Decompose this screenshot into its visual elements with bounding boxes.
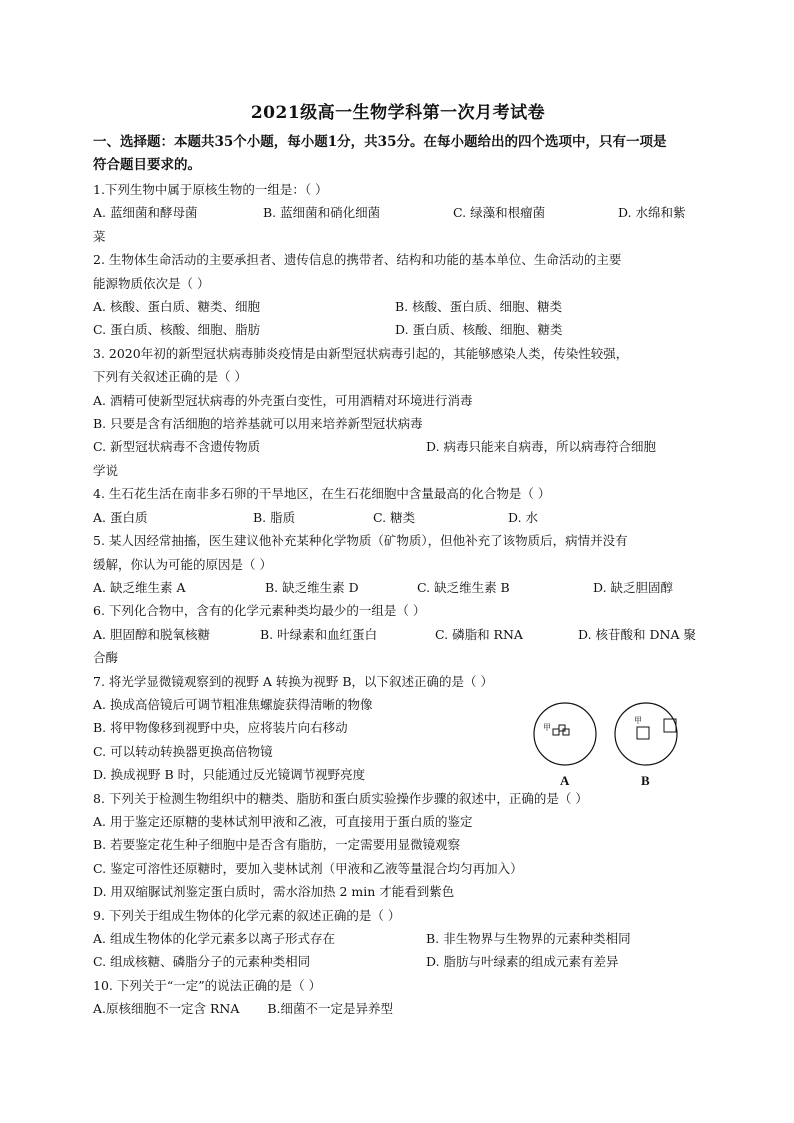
exam-title: 2021级高一生物学科第一次月考试卷 <box>250 103 546 123</box>
question-3-options-row <box>93 435 703 458</box>
question-8 <box>93 787 703 904</box>
field-a-circle <box>534 703 596 765</box>
question-3-stem-line1: 3. 2020年初的新型冠状病毒肺炎疫情是由新型冠状病毒引起的，其能够感染人类，传染性较强， <box>93 345 629 361</box>
question-10-options <box>93 997 703 1020</box>
question-1-options <box>93 201 703 224</box>
field-a-cell-3 <box>563 729 569 735</box>
field-b-label: B <box>641 772 650 788</box>
question-10-stem: 10. 下列关于“一定”的说法正确的是（ ） <box>93 977 322 993</box>
question-7-option-c: C. 可以转动转换器更换高倍物镜 <box>93 743 273 759</box>
question-6-stem: 6. 下列化合物中，含有的化学元素种类均最少的一组是（ ） <box>93 603 426 619</box>
microscope-fields-figure <box>533 694 683 794</box>
field-a-cell-1 <box>553 729 559 735</box>
question-6-option-d: D. 核苷酸和 DNA 聚 <box>578 626 696 642</box>
question-4-stem: 4. 生石花生活在南非多石卵的干旱地区，在生石花细胞中含量最高的化合物是（ ） <box>93 486 551 502</box>
question-8-option-c: C. 鉴定可溶性还原糖时，要加入斐林试剂（甲液和乙液等量混合均匀再加入） <box>93 860 523 876</box>
question-2-option-b: B. 核酸、蛋白质、细胞、糖类 <box>395 299 563 315</box>
question-1-option-d: D. 水绵和紫 <box>618 205 686 221</box>
question-4-options <box>93 506 703 529</box>
question-2-option-a: A. 核酸、蛋白质、糖类、细胞 <box>93 299 260 315</box>
question-3-option-c: C. 新型冠状病毒不含遗传物质 <box>93 439 261 455</box>
question-1-option-d-continued: 菜 <box>93 228 106 244</box>
question-8-option-a: A. 用于鉴定还原糖的斐林试剂甲液和乙液，可直接用于蛋白质的鉴定 <box>93 813 473 829</box>
field-a-label: A <box>560 772 570 788</box>
question-10-option-a: A.原核细胞不一定含 RNA <box>93 1001 240 1017</box>
question-2-option-c: C. 蛋白质、核酸、细胞、脂肪 <box>93 322 261 338</box>
question-3-stem-line2: 下列有关叙述正确的是（ ） <box>93 369 247 385</box>
question-9-option-b: B. 非生物界与生物界的元素种类相同 <box>426 931 631 946</box>
question-5-stem-line2: 缓解，你认为可能的原因是（ ） <box>93 556 272 572</box>
question-9 <box>93 904 703 974</box>
question-2-options-row1 <box>93 295 703 318</box>
question-10 <box>93 974 703 1021</box>
question-3 <box>93 342 703 482</box>
question-6-options <box>93 623 703 646</box>
question-2-stem-line2: 能源物质依次是（ ） <box>93 275 210 291</box>
field-a-cell-2 <box>559 725 565 731</box>
question-9-option-d: D. 脂肪与叶绿素的组成元素有差异 <box>426 954 619 970</box>
question-3-option-d: D. 病毒只能来自病毒，所以病毒符合细胞 <box>426 439 657 455</box>
question-1-option-a: A. 蓝细菌和酵母菌 <box>93 205 198 221</box>
question-6-option-b: B. 叶绿素和血红蛋白 <box>260 626 378 642</box>
question-2-stem-line1: 2. 生物体生命活动的主要承担者、遗传信息的携带者、结构和功能的基本单位、生命活动的主要 <box>93 252 622 268</box>
question-5-stem-line1: 5. 某人因经常抽搐，医生建议他补充某种化学物质（矿物质），但他补充了该物质后，病情并没有 <box>93 533 628 549</box>
question-3-option-a: A. 酒精可使新型冠状病毒的外壳蛋白变性，可用酒精对环境进行消毒 <box>93 392 473 408</box>
field-b-char: 甲 <box>634 715 642 725</box>
section-heading <box>93 131 703 177</box>
exam-page <box>93 98 703 1021</box>
question-7 <box>93 670 703 787</box>
question-8-stem: 8. 下列关于检测生物组织中的糖类、脂肪和蛋白质实验操作步骤的叙述中，正确的是（ ） <box>93 790 588 806</box>
question-9-stem: 9. 下列关于组成生物体的化学元素的叙述正确的是（ ） <box>93 907 401 923</box>
question-2 <box>93 248 703 342</box>
question-5-option-a: A. 缺乏维生素 A <box>93 579 186 595</box>
question-6 <box>93 599 703 669</box>
question-8-option-d: D. 用双缩脲试剂鉴定蛋白质时，需水浴加热 2 min 才能看到紫色 <box>93 884 455 900</box>
question-7-option-a: A. 换成高倍镜后可调节粗准焦螺旋获得清晰的物像 <box>93 696 373 712</box>
question-9-option-a: A. 组成生物体的化学元素多以离子形式存在 <box>93 931 335 946</box>
question-1 <box>93 178 703 248</box>
question-4-option-c: C. 糖类 <box>373 509 416 525</box>
question-4 <box>93 482 703 529</box>
question-3-option-b: B. 只要是含有活细胞的培养基就可以用来培养新型冠状病毒 <box>93 416 423 432</box>
question-4-option-b: B. 脂质 <box>253 509 296 525</box>
question-10-option-b: B.细菌不一定是异养型 <box>267 1001 394 1017</box>
question-5-options <box>93 576 703 599</box>
question-6-option-d-continued: 合酶 <box>93 650 119 666</box>
question-9-options-row1 <box>93 927 703 950</box>
field-b-circle <box>615 703 677 765</box>
question-4-option-a: A. 蛋白质 <box>93 509 148 525</box>
question-1-option-c: C. 绿藻和根瘤菌 <box>453 205 546 221</box>
question-5 <box>93 529 703 599</box>
field-a-char: 甲 <box>543 722 551 732</box>
question-8-option-b: B. 若要鉴定花生种子细胞中是否含有脂肪，一定需要用显微镜观察 <box>93 837 461 853</box>
question-9-options-row2 <box>93 950 703 973</box>
question-2-option-d: D. 蛋白质、核酸、细胞、糖类 <box>395 322 563 338</box>
section-heading-line1: 一、选择题：本题共35个小题，每小题1分，共35分。在每小题给出的四个选项中，只有一项是 <box>93 134 667 150</box>
question-7-stem: 7. 将光学显微镜观察到的视野 A 转换为视野 B，以下叙述正确的是（ ） <box>93 673 494 689</box>
question-5-option-b: B. 缺乏维生素 D <box>265 579 359 595</box>
question-7-option-d: D. 换成视野 B 时，只能通过反光镜调节视野亮度 <box>93 767 366 783</box>
question-2-options-row2 <box>93 318 703 341</box>
question-4-option-d: D. 水 <box>508 509 539 525</box>
question-1-stem: 1.下列生物中属于原核生物的一组是：（ ） <box>93 182 328 197</box>
field-b-cell-1 <box>637 727 649 739</box>
question-3-option-d-continued: 学说 <box>93 462 119 478</box>
question-6-option-a: A. 胆固醇和脱氧核糖 <box>93 626 210 642</box>
question-1-option-b: B. 蓝细菌和硝化细菌 <box>263 205 381 221</box>
question-6-option-c: C. 磷脂和 RNA <box>435 626 523 642</box>
question-7-option-b: B. 将甲物像移到视野中央，应将装片向右移动 <box>93 720 348 736</box>
question-5-option-d: D. 缺乏胆固醇 <box>593 579 674 595</box>
question-5-option-c: C. 缺乏维生素 B <box>417 579 510 595</box>
section-heading-line2: 符合题目要求的。 <box>93 157 201 173</box>
question-9-option-c: C. 组成核糖、磷脂分子的元素种类相同 <box>93 954 311 970</box>
